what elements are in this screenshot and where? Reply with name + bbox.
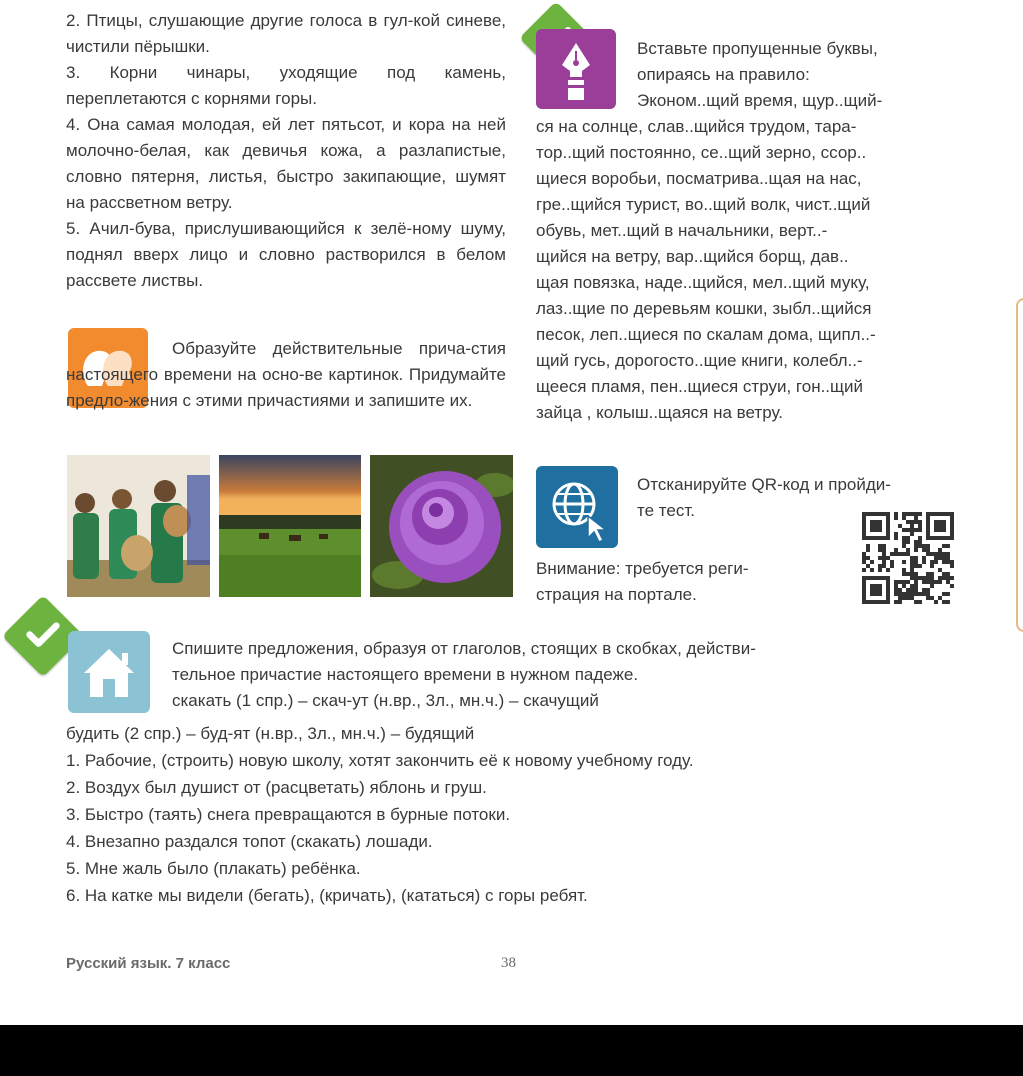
- qr-line-1: Отсканируйте QR-код и пройди-: [637, 475, 891, 494]
- house-icon: [68, 631, 150, 713]
- pen-task-line: опираясь на правило:: [637, 65, 810, 84]
- intro-line-2: тельное причастие настоящего времени в нужном падеже.: [172, 665, 639, 684]
- home-item-3: 3. Быстро (таять) снега превращаются в бурные потоки.: [66, 805, 511, 824]
- qr-line-2: те тест.: [637, 501, 695, 520]
- task-pair-paragraph: Образуйте действительные прича-стия настоящего времени на осно-ве картинок. Придумайте предло-жения с этими причастиями и запишите их.: [66, 339, 506, 410]
- left-sentences: [66, 8, 506, 294]
- intro-line-1: Спишите предложения, образуя от глаголов, стоящих в скобках, действи-: [172, 639, 756, 658]
- task-pair-text: [66, 336, 506, 414]
- purple-rose-photo: [370, 455, 513, 597]
- sentence-2: 2. Птицы, слушающие другие голоса в гул-кой синеве, чистили пёрышки.: [66, 11, 506, 56]
- screen-bottom-bar: [0, 1025, 1023, 1076]
- meadow-sunset-photo: [219, 455, 361, 597]
- side-bookmark-tab: [1016, 298, 1023, 632]
- pen-task-line: ся на солнце, слав..щийся трудом, тара-: [536, 117, 857, 136]
- home-task-intro: [172, 636, 972, 714]
- home-item-6: 6. На катке мы видели (бегать), (кричать), (кататься) с горы ребят.: [66, 886, 588, 905]
- children-musicians-photo: [67, 455, 210, 597]
- pen-task-line: зайца , колыш..щаяся на ветру.: [536, 403, 783, 422]
- pen-task-line: лаз..щие по деревьям кошки, зыбл..щийся: [536, 299, 872, 318]
- pen-task-line: тор..щий постоянно, се..щий зерно, ссор..: [536, 143, 867, 162]
- pen-task-line: Эконом..щий время, щур..щий-: [637, 91, 883, 110]
- qr-code[interactable]: [862, 512, 954, 604]
- home-task-body: [66, 720, 966, 909]
- pen-task-line: щиеся воробьи, посматрива..щая на нас,: [536, 169, 862, 188]
- pen-task-line: щий гусь, дорогосто..щие книги, колебл..-: [536, 351, 863, 370]
- cutoff-top-line: [66, 0, 506, 2]
- pen-task-line: обувь, мет..щий в начальники, верт..-: [536, 221, 828, 240]
- home-item-1: 1. Рабочие, (строить) новую школу, хотят закончить её к новому учебному году.: [66, 751, 694, 770]
- example-1: скакать (1 спр.) – скач-ут (н.вр., 3л., мн.ч.) – скачущий: [172, 691, 599, 710]
- book-title: Русский язык. 7 класс: [66, 955, 231, 972]
- pen-task-line: щая повязка, наде..щийся, мел..щий муку,: [536, 273, 870, 292]
- home-item-4: 4. Внезапно раздался топот (скакать) лошади.: [66, 832, 433, 851]
- example-2: будить (2 спр.) – буд-ят (н.вр., 3л., мн.ч.) – будящий: [66, 724, 475, 743]
- home-item-5: 5. Мне жаль было (плакать) ребёнка.: [66, 859, 361, 878]
- pen-task-line: щийся на ветру, вар..щийся борщ, дав..: [536, 247, 849, 266]
- sentence-5: 5. Ачил-бува, прислушивающийся к зелё-ному шуму, поднял вверх лицо и словно растворился в белом рассвете листвы.: [66, 219, 506, 290]
- pen-task-line: Вставьте пропущенные буквы,: [637, 39, 878, 58]
- sentence-4: 4. Она самая молодая, ей лет пятьсот, и кора на ней молочно-белая, как девичья кожа, а разлапистые, словно пятерня, листья, быстро закипающие, шумят на рассветном ветру.: [66, 115, 506, 212]
- qr-note: [536, 556, 836, 608]
- sentence-3: 3. Корни чинары, уходящие под камень, переплетаются с корнями горы.: [66, 63, 506, 108]
- task-pen-text: [536, 36, 956, 426]
- globe-cursor-icon: [536, 466, 618, 548]
- qr-note-line-1: Внимание: требуется реги-: [536, 559, 749, 578]
- qr-note-line-2: страция на портале.: [536, 585, 697, 604]
- page-number: 38: [501, 955, 516, 971]
- pen-task-line: песок, леп..щиеся по скалам дома, щипл..-: [536, 325, 876, 344]
- pen-task-line: гре..щийся турист, во..щий волк, чист..щий: [536, 195, 871, 214]
- pen-task-line: щееся пламя, пен..щиеся струи, гон..щий: [536, 377, 864, 396]
- home-item-2: 2. Воздух был душист от (расцветать) яблонь и груш.: [66, 778, 487, 797]
